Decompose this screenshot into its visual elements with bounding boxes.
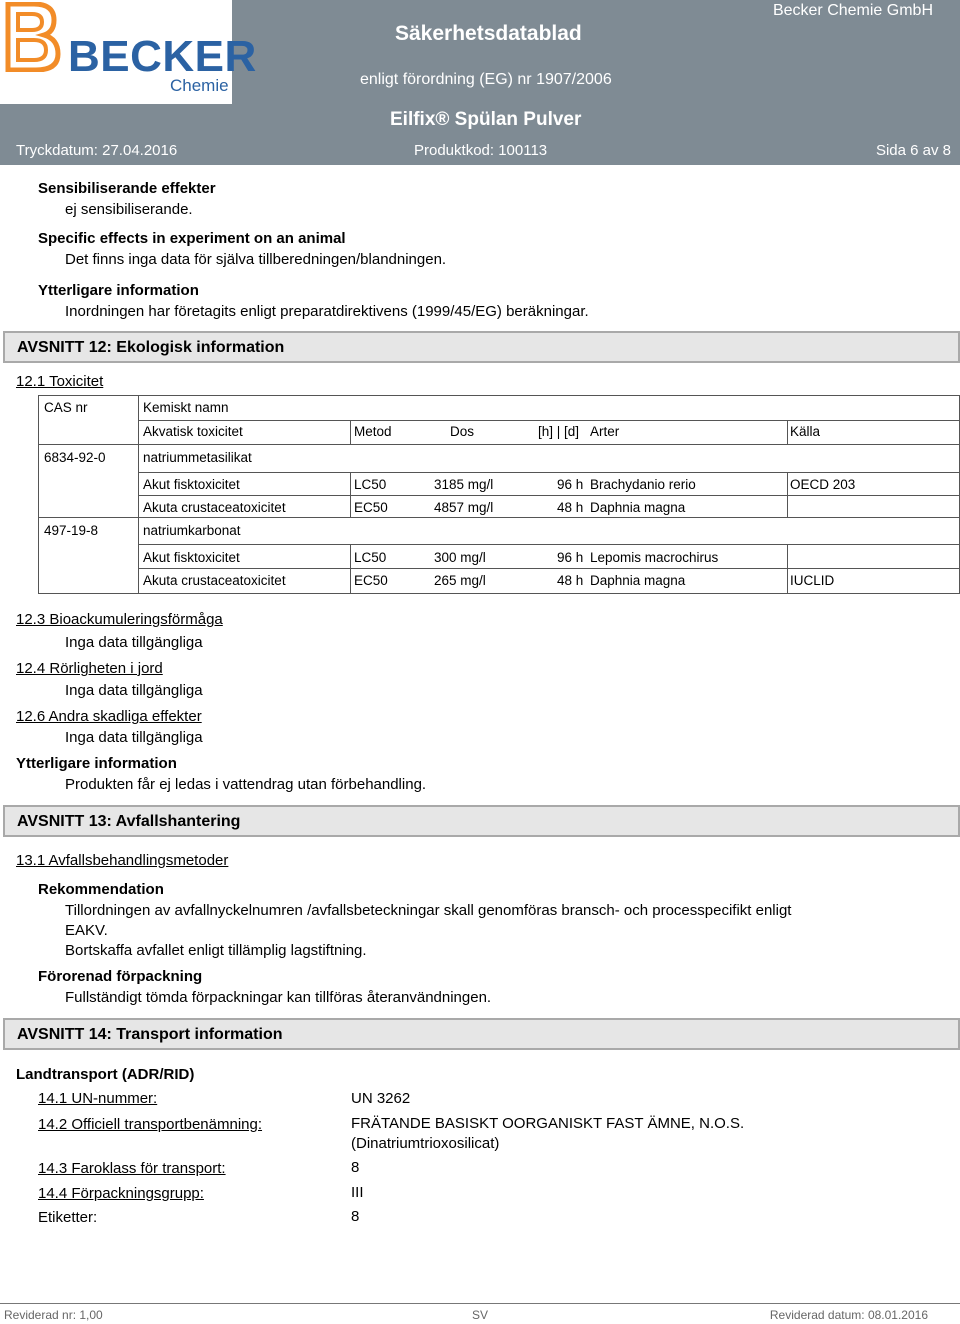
table-cell-dose: 3185 mg/l [434, 477, 494, 492]
eco-additional-title: Ytterligare information [16, 755, 177, 772]
shipping-name-label: 14.2 Officiell transportbenämning: [38, 1116, 263, 1133]
table-cell-species: Daphnia magna [590, 500, 686, 515]
col-header-method: Metod [354, 424, 392, 439]
becker-b-logo-icon [4, 2, 62, 72]
other-effects-title: 12.6 Andra skadliga effekter [16, 708, 202, 725]
table-cell-method: EC50 [354, 500, 388, 515]
table-cell-time: 48 h [557, 500, 584, 515]
recommendation-line-2: EAKV. [65, 922, 108, 939]
shipping-name-value-2: (Dinatriumtrioxosilicat) [351, 1135, 500, 1152]
recommendation-title: Rekommendation [38, 881, 164, 898]
table-cell-method: LC50 [354, 550, 387, 565]
bioaccumulation-title: 12.3 Bioackumuleringsförmåga [16, 611, 223, 628]
col-header-aquatic: Akvatisk toxicitet [143, 424, 243, 439]
recommendation-line-3: Bortskaffa avfallet enligt tillämplig lagstiftning. [65, 942, 367, 959]
product-code: Produktkod: 100113 [414, 142, 548, 159]
waste-methods-title: 13.1 Avfallsbehandlingsmetoder [16, 852, 229, 869]
table-cell-dose: 265 mg/l [434, 573, 486, 588]
shipping-name-value: FRÄTANDE BASISKT OORGANISKT FAST ÄMNE, N.O.S. [351, 1115, 745, 1132]
product-name: Eilfix® Spülan Pulver [390, 109, 582, 130]
table-cell-source: IUCLID [790, 573, 835, 588]
section-12-header [3, 331, 960, 363]
un-number-value: UN 3262 [351, 1090, 411, 1107]
language-code: SV [472, 1308, 489, 1322]
contaminated-packaging-text: Fullständigt tömda förpackningar kan tillföras återanvändningen. [65, 989, 492, 1006]
hazard-class-value: 8 [351, 1159, 360, 1176]
section-14-header [3, 1018, 960, 1050]
bioaccumulation-text: Inga data tillgängliga [65, 634, 203, 651]
footer-divider [0, 1303, 960, 1304]
col-header-cas: CAS nr [44, 400, 88, 415]
additional-info-text: Inordningen har företagits enligt preparatdirektivens (1999/45/EG) beräkningar. [65, 303, 589, 320]
table-cas: 6834-92-0 [44, 450, 106, 465]
packing-group-label: 14.4 Förpackningsgrupp: [38, 1185, 204, 1202]
other-effects-text: Inga data tillgängliga [65, 729, 203, 746]
table-cell-time: 96 h [557, 550, 584, 565]
table-chemical-name: natriummetasilikat [143, 450, 252, 465]
section-12-title: AVSNITT 12: Ekologisk information [17, 339, 285, 356]
sensitization-title: Sensibiliserande effekter [38, 180, 216, 197]
table-cell-dose: 4857 mg/l [434, 500, 494, 515]
additional-info-title: Ytterligare information [38, 282, 199, 299]
hazard-class-label: 14.3 Faroklass för transport: [38, 1160, 226, 1177]
revision-date: Reviderad datum: 08.01.2016 [769, 1308, 928, 1322]
section-13-title: AVSNITT 13: Avfallshantering [17, 813, 241, 830]
sensitization-text: ej sensibiliserande. [65, 201, 193, 218]
eco-additional-text: Produkten får ej ledas i vattendrag utan förbehandling. [65, 776, 427, 793]
table-cell-tox: Akut fisktoxicitet [143, 477, 240, 492]
animal-effects-title: Specific effects in experiment on an animal [38, 230, 346, 247]
table-cell-source: OECD 203 [790, 477, 856, 492]
table-cell-tox: Akut fisktoxicitet [143, 550, 240, 565]
contaminated-packaging-title: Förorenad förpackning [38, 968, 203, 985]
soil-mobility-text: Inga data tillgängliga [65, 682, 203, 699]
table-cell-species: Daphnia magna [590, 573, 686, 588]
table-cell-time: 96 h [557, 477, 584, 492]
table-cas: 497-19-8 [44, 523, 99, 538]
labels-label: Etiketter: [38, 1209, 98, 1226]
logo-wordmark: BECKER [68, 32, 257, 81]
company-logo [0, 0, 257, 104]
col-header-species: Arter [590, 424, 620, 439]
table-cell-dose: 300 mg/l [434, 550, 486, 565]
document-title: Säkerhetsdatablad [395, 22, 582, 45]
col-header-dose: Dos [450, 424, 475, 439]
logo-subtitle: Chemie [170, 76, 229, 95]
regulation-text: enligt förordning (EG) nr 1907/2006 [360, 71, 612, 88]
table-cell-tox: Akuta crustaceatoxicitet [143, 500, 286, 515]
table-chemical-name: natriumkarbonat [143, 523, 241, 538]
print-date: Tryckdatum: 27.04.2016 [16, 142, 178, 159]
revision-number: Reviderad nr: 1,00 [4, 1308, 103, 1322]
table-cell-time: 48 h [557, 573, 584, 588]
table-cell-tox: Akuta crustaceatoxicitet [143, 573, 286, 588]
company-name: Becker Chemie GmbH [772, 2, 933, 19]
land-transport-title: Landtransport (ADR/RID) [16, 1066, 195, 1083]
section-13-header [3, 805, 960, 837]
labels-value: 8 [351, 1208, 360, 1225]
section-14-title: AVSNITT 14: Transport information [17, 1026, 283, 1043]
table-cell-method: LC50 [354, 477, 387, 492]
soil-mobility-title: 12.4 Rörligheten i jord [16, 660, 163, 677]
animal-effects-text: Det finns inga data för själva tillberedningen/blandningen. [65, 251, 447, 268]
col-header-name: Kemiskt namn [143, 400, 229, 415]
col-header-source: Källa [790, 424, 821, 439]
table-cell-species: Lepomis macrochirus [590, 550, 719, 565]
recommendation-line-1: Tillordningen av avfallnyckelnumren /avfallsbeteckningar skall genomföras bransch- och processpecifikt enligt [65, 902, 792, 919]
page-number: Sida 6 av 8 [875, 142, 951, 159]
toxicity-title: 12.1 Toxicitet [16, 373, 104, 390]
un-number-label: 14.1 UN-nummer: [38, 1090, 158, 1107]
table-cell-species: Brachydanio rerio [590, 477, 696, 492]
packing-group-value: III [351, 1184, 364, 1201]
table-cell-method: EC50 [354, 573, 388, 588]
col-header-hd: [h] | [d] [538, 424, 580, 439]
